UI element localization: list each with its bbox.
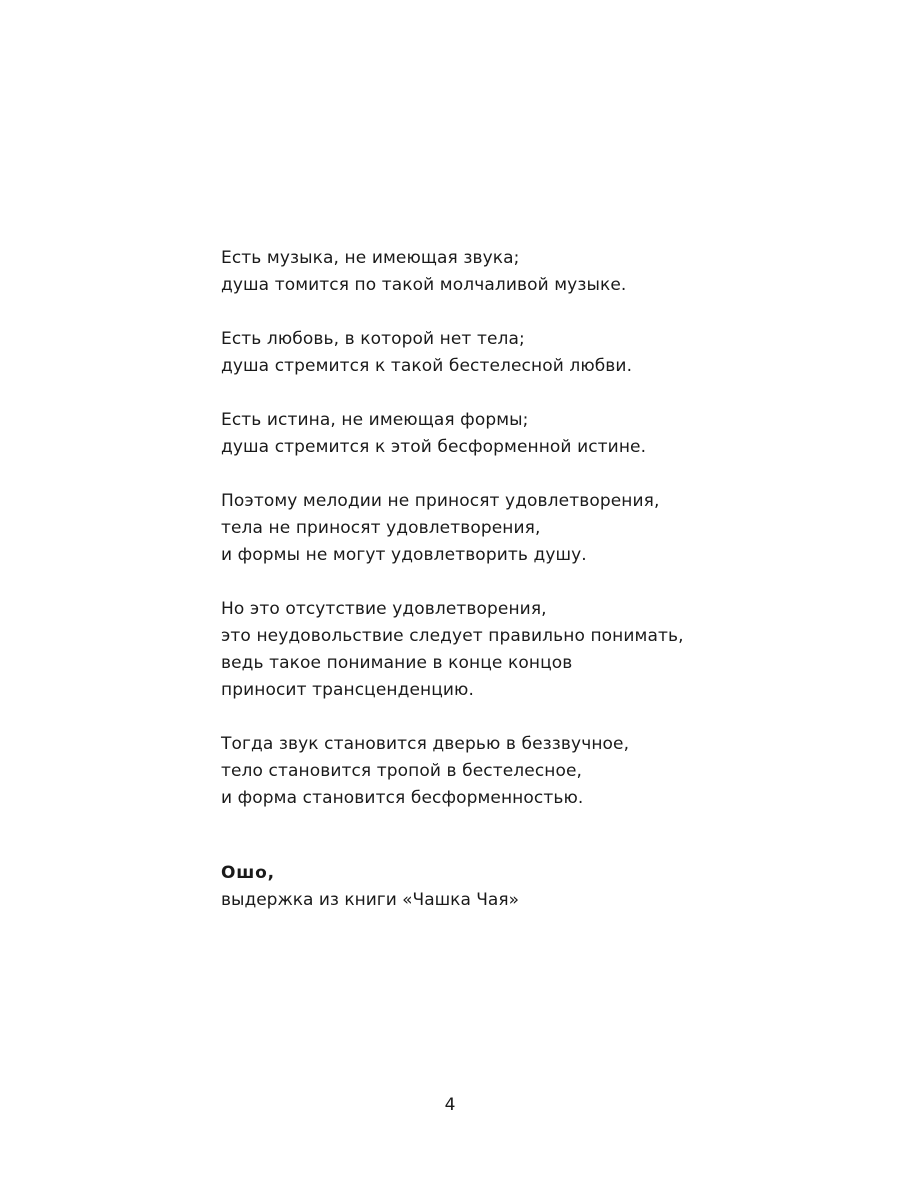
source-reference: выдержка из книги «Чашка Чая» [221,890,519,910]
poem-line: Поэтому мелодии не приносят удовлетворения, [221,491,660,511]
poem-line: душа томится по такой молчаливой музыке. [221,275,627,295]
stanza [221,596,841,704]
stanza [221,326,841,380]
poem-line: и форма становится бесформенностью. [221,788,584,808]
poem-line: тело становится тропой в бестелесное, [221,761,583,781]
attribution [221,860,841,914]
poem-line: душа стремится к этой бесформенной истине. [221,437,647,457]
poem-line: Но это отсутствие удовлетворения, [221,599,547,619]
poem-line: душа стремится к такой бестелесной любви. [221,356,633,376]
stanza [221,407,841,461]
page-number: 4 [444,1095,456,1115]
poem-line: Есть музыка, не имеющая звука; [221,248,520,268]
poem-line: и формы не могут удовлетворить душу. [221,545,587,565]
poem-line: ведь такое понимание в конце концов [221,653,573,673]
poem [221,245,841,839]
poem-line: Есть истина, не имеющая формы; [221,410,529,430]
stanza [221,245,841,299]
poem-line: это неудовольствие следует правильно понимать, [221,626,684,646]
stanza [221,731,841,812]
poem-line: Тогда звук становится дверью в беззвучное, [221,734,630,754]
author-name: Ошо, [221,863,275,883]
stanza [221,488,841,569]
poem-line: тела не приносят удовлетворения, [221,518,541,538]
poem-line: Есть любовь, в которой нет тела; [221,329,525,349]
poem-line: приносит трансценденцию. [221,680,474,700]
